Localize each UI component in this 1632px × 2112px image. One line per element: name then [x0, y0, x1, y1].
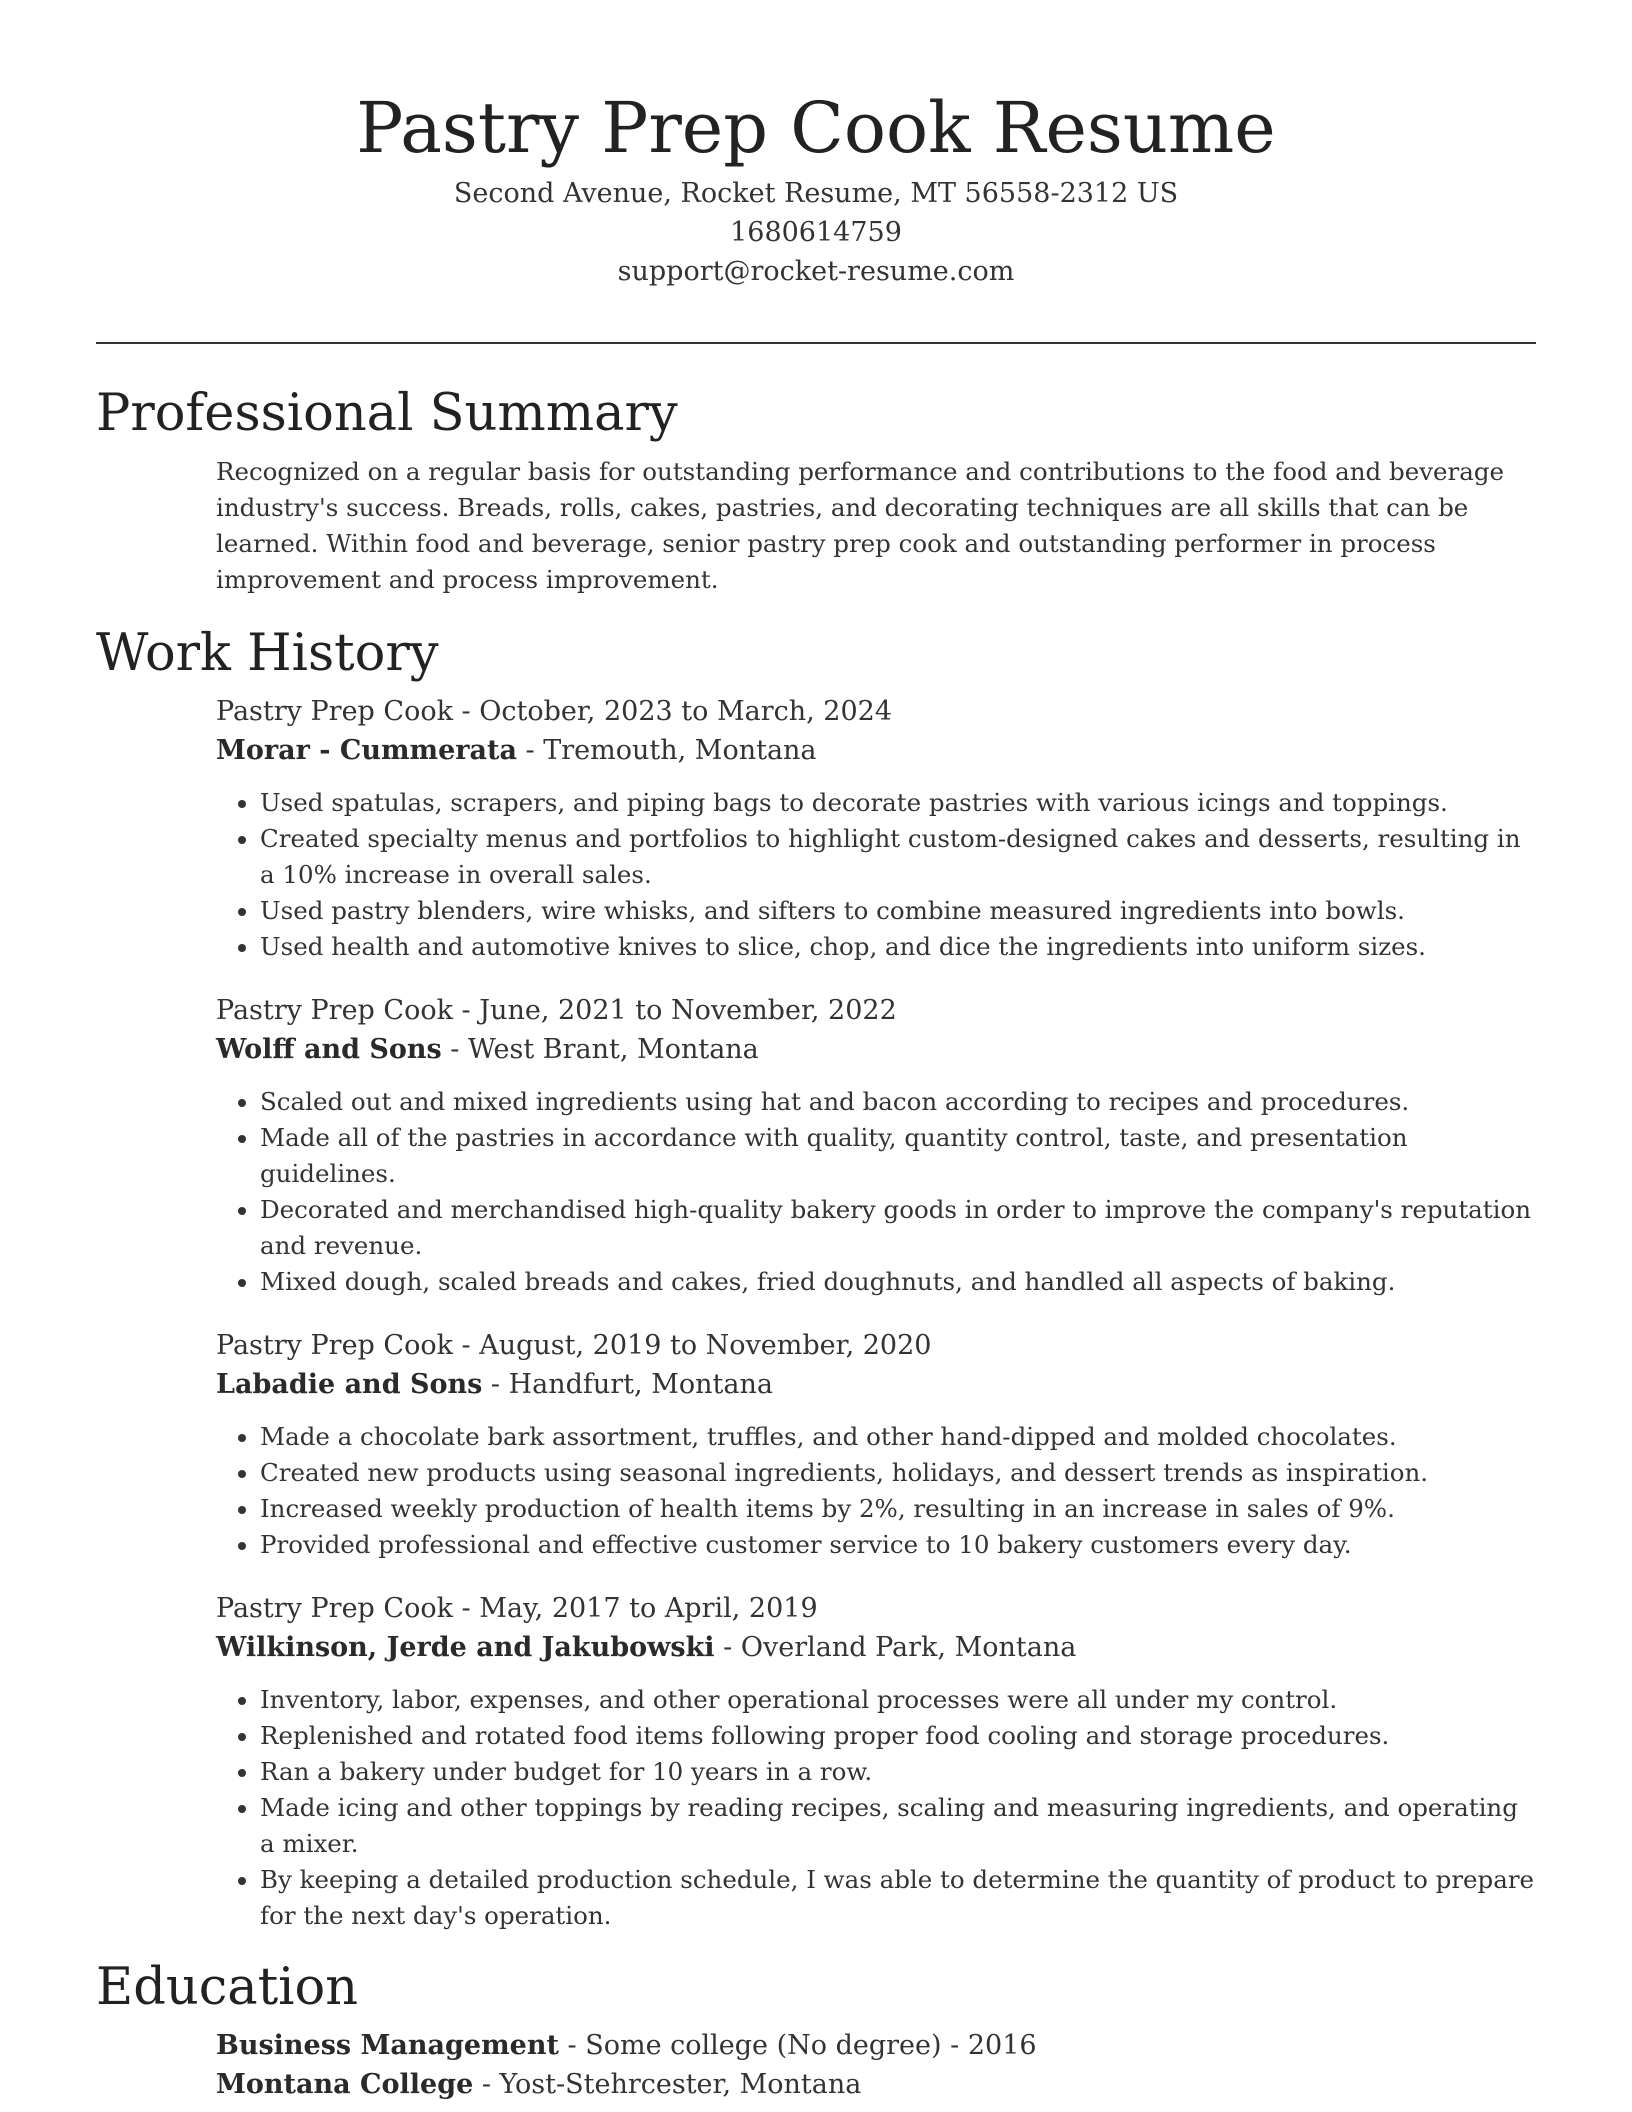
- job-bullet: • Decorated and merchandised high-quality bakery goods in order to improve the company's reputation and revenue.: [260, 1192, 1536, 1264]
- job-bullet: • Used pastry blenders, wire whisks, and sifters to combine measured ingredients into bowls.: [260, 893, 1536, 929]
- job-bullet: • Made a chocolate bark assortment, truffles, and other hand-dipped and molded chocolates.: [260, 1419, 1536, 1455]
- resume-header: [0, 82, 1632, 291]
- job-bullet: • Made all of the pastries in accordance with quality, quantity control, taste, and presentation guidelines.: [260, 1120, 1536, 1192]
- job-bullet: • Mixed dough, scaled breads and cakes, fried doughnuts, and handled all aspects of baking.: [260, 1264, 1536, 1300]
- job-company: Morar - Cummerata: [216, 735, 517, 766]
- job-entry: [216, 692, 1536, 965]
- job-bullet-list: [216, 785, 1536, 965]
- job-location: - Overland Park, Montana: [714, 1632, 1077, 1663]
- job-bullet: • Created specialty menus and portfolios to highlight custom-designed cakes and desserts, resulting in a 10% increase in overall sales.: [260, 821, 1536, 893]
- job-company-line: [216, 1030, 1536, 1070]
- job-title: Pastry Prep Cook: [216, 995, 453, 1026]
- job-list: [216, 692, 1536, 1934]
- header-divider: [96, 342, 1536, 344]
- contact-address: Second Avenue, Rocket Resume, MT 56558-2312 US: [453, 178, 1179, 209]
- education-heading: Education: [96, 1958, 359, 2017]
- job-company-line: [216, 1628, 1536, 1668]
- job-bullet: • Inventory, labor, expenses, and other operational processes were all under my control.: [260, 1682, 1536, 1718]
- job-dates: - May, 2017 to April, 2019: [452, 1593, 818, 1624]
- education-school-line: [216, 2065, 1536, 2104]
- contact-phone: 1680614759: [730, 217, 902, 248]
- job-entry: [216, 1589, 1536, 1934]
- contact-email: support@rocket-resume.com: [617, 256, 1015, 287]
- job-bullet: • Increased weekly production of health items by 2%, resulting in an increase in sales of 9%.: [260, 1491, 1536, 1527]
- job-bullet: • Replenished and rotated food items following proper food cooling and storage procedures.: [260, 1718, 1536, 1754]
- job-bullet: • Scaled out and mixed ingredients using hat and bacon according to recipes and procedures.: [260, 1084, 1536, 1120]
- job-company-line: [216, 1365, 1536, 1405]
- summary-section: [96, 382, 1536, 598]
- job-dates: - August, 2019 to November, 2020: [452, 1330, 932, 1361]
- resume-title: Pastry Prep Cook Resume: [356, 87, 1276, 169]
- job-bullet: • Created new products using seasonal ingredients, holidays, and dessert trends as inspiration.: [260, 1455, 1536, 1491]
- job-company: Wilkinson, Jerde and Jakubowski: [216, 1632, 715, 1663]
- job-company: Wolff and Sons: [216, 1034, 442, 1065]
- job-bullet: • Ran a bakery under budget for 10 years in a row.: [260, 1754, 1536, 1790]
- job-title-line: [216, 991, 1536, 1030]
- education-details: - Some college (No degree) - 2016: [558, 2030, 1037, 2061]
- education-school: Montana College: [216, 2069, 474, 2100]
- education-degree-line: [216, 2026, 1536, 2065]
- resume-content: [96, 382, 1536, 2104]
- work-history-section: [96, 622, 1536, 1934]
- job-dates: - June, 2021 to November, 2022: [452, 995, 897, 1026]
- education-location: - Yost-Stehrcester, Montana: [473, 2069, 862, 2100]
- job-bullet: • Used health and automotive knives to slice, chop, and dice the ingredients into uniform sizes.: [260, 929, 1536, 965]
- job-title-line: [216, 692, 1536, 731]
- job-bullet-list: [216, 1682, 1536, 1934]
- education-section: [96, 1956, 1536, 2104]
- job-company-line: [216, 731, 1536, 771]
- job-title: Pastry Prep Cook: [216, 1330, 453, 1361]
- job-bullet: • Provided professional and effective customer service to 10 bakery customers every day.: [260, 1527, 1536, 1563]
- job-company: Labadie and Sons: [216, 1369, 483, 1400]
- job-location: - Tremouth, Montana: [516, 735, 817, 766]
- summary-heading: Professional Summary: [96, 384, 678, 443]
- job-bullet: • Used spatulas, scrapers, and piping bags to decorate pastries with various icings and toppings.: [260, 785, 1536, 821]
- job-dates: - October, 2023 to March, 2024: [452, 696, 892, 727]
- work-history-heading: Work History: [96, 624, 439, 683]
- job-bullet: • Made icing and other toppings by reading recipes, scaling and measuring ingredients, and operating a mixer.: [260, 1790, 1536, 1862]
- job-location: - Handfurt, Montana: [482, 1369, 773, 1400]
- job-title-line: [216, 1326, 1536, 1365]
- job-title-line: [216, 1589, 1536, 1628]
- job-entry: [216, 1326, 1536, 1563]
- job-bullet: • By keeping a detailed production schedule, I was able to determine the quantity of product to prepare for the next day's operation.: [260, 1862, 1536, 1934]
- job-title: Pastry Prep Cook: [216, 696, 453, 727]
- job-title: Pastry Prep Cook: [216, 1593, 453, 1624]
- job-bullet-list: [216, 1419, 1536, 1563]
- job-location: - West Brant, Montana: [441, 1034, 759, 1065]
- summary-text: Recognized on a regular basis for outstanding performance and contributions to the food and beverage industry's success. Breads, rolls, cakes, pastries, and decorating techniques are all skills that can be learned. Within food and beverage, senior pastry prep cook and outstanding performer in process improvement and process improvement.: [216, 457, 1505, 594]
- job-bullet-list: [216, 1084, 1536, 1300]
- education-degree: Business Management: [216, 2030, 559, 2061]
- job-entry: [216, 991, 1536, 1300]
